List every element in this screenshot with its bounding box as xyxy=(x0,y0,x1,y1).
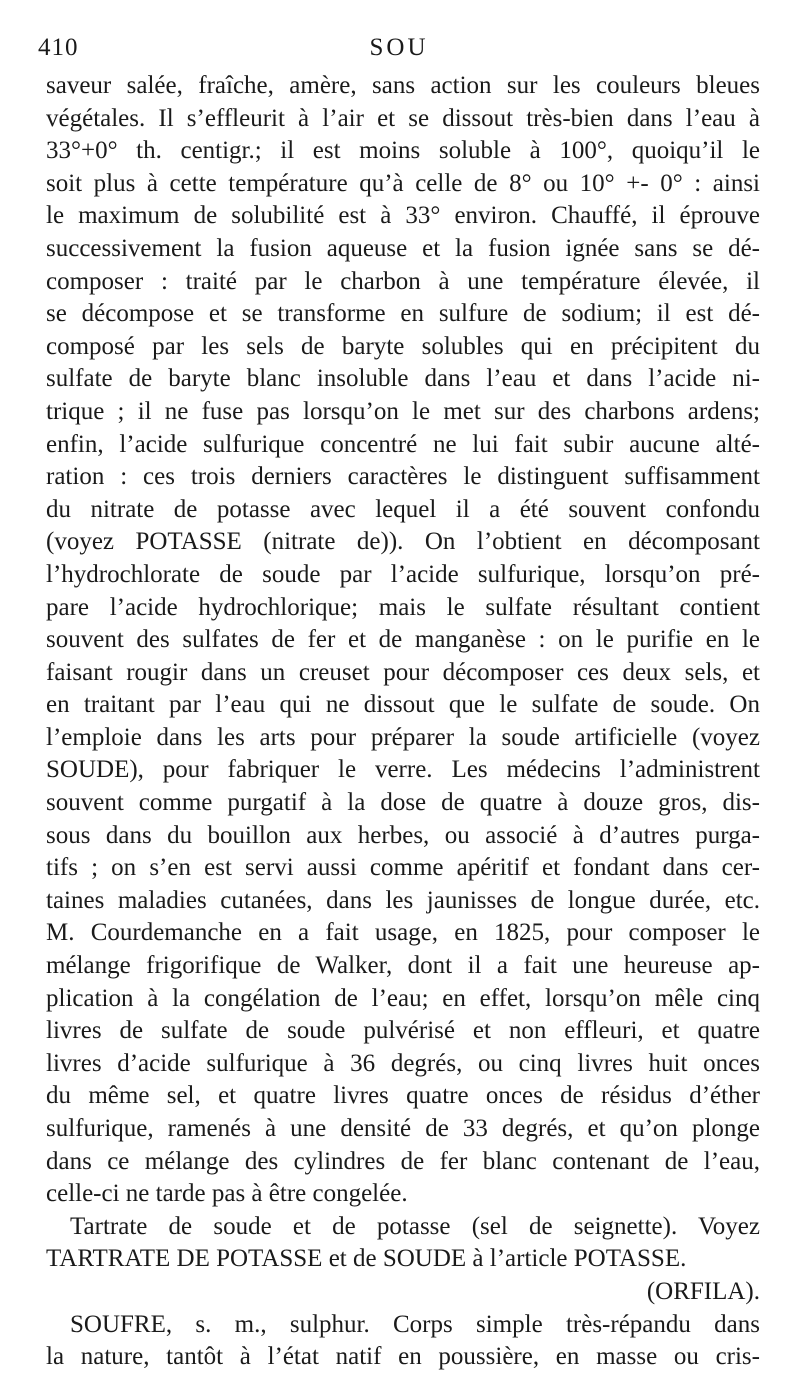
text-line: taines maladies cutanées, dans les jaunisses de longue durée, etc. xyxy=(46,886,760,914)
text-line: enfin, l’acide sulfurique concentré ne lui fait subir aucune alté- xyxy=(46,430,760,458)
text-line: dans ce mélange des cylindres de fer blanc contenant de l’eau, xyxy=(46,1147,760,1175)
text-line: saveur salée, fraîche, amère, sans action sur les couleurs bleues xyxy=(46,72,760,99)
page-number: 410 xyxy=(38,34,79,61)
text-line: trique ; il ne fuse pas lorsqu’on le met sur des charbons ardens; xyxy=(46,397,760,425)
text-line: ration : ces trois derniers caractères le distinguent suffisamment xyxy=(46,463,760,491)
text-line: composé par les sels de baryte solubles qui en précipitent du xyxy=(46,332,760,360)
text-line: TARTRATE DE POTASSE et de SOUDE à l’article POTASSE. xyxy=(46,1245,687,1273)
text-line: en traitant par l’eau qui ne dissout que le sulfate de soude. On xyxy=(46,691,760,719)
text-line: l’hydrochlorate de soude par l’acide sulfurique, lorsqu’on pré- xyxy=(46,560,760,588)
running-head: SOU xyxy=(369,34,429,61)
text-line: plication à la congélation de l’eau; en effet, lorsqu’on mêle cinq xyxy=(46,984,760,1012)
text-line: faisant rougir dans un creuset pour décomposer ces deux sels, et xyxy=(46,658,760,686)
text-line: sulfurique, ramenés à une densité de 33 degrés, et qu’on plonge xyxy=(46,1115,760,1142)
text-line: du même sel, et quatre livres quatre onces de résidus d’éther xyxy=(46,1082,760,1110)
text-line: livres d’acide sulfurique à 36 degrés, ou cinq livres huit onces xyxy=(46,1049,760,1077)
article-body xyxy=(46,70,760,1374)
text-line: sous dans du bouillon aux herbes, ou associé à d’autres purga- xyxy=(46,821,760,849)
text-line: (voyez POTASSE (nitrate de)). On l’obtient en décomposant xyxy=(46,528,760,556)
text-line: le maximum de solubilité est à 33° environ. Chauffé, il éprouve xyxy=(46,202,760,230)
text-line: du nitrate de potasse avec lequel il a été souvent confondu xyxy=(46,495,760,523)
text-line: M. Courdemanche en a fait usage, en 1825, pour composer le xyxy=(46,919,760,947)
text-line: tifs ; on s’en est servi aussi comme apéritif et fondant dans cer- xyxy=(46,854,760,882)
text-line: sulfate de baryte blanc insoluble dans l’eau et dans l’acide ni- xyxy=(46,365,760,393)
text-line: mélange frigorifique de Walker, dont il a fait une heureuse ap- xyxy=(46,952,760,980)
text-line: végétales. Il s’effleurit à l’air et se dissout très-bien dans l’eau à xyxy=(46,104,760,132)
text-line: celle-ci ne tarde pas à être congelée. xyxy=(46,1180,408,1208)
text-line: soit plus à cette température qu’à celle de 8° ou 10° +- 0° : ainsi xyxy=(46,169,760,197)
text-line: 33°+0° th. centigr.; il est moins soluble à 100°, quoiqu’il le xyxy=(46,137,760,165)
text-line: SOUDE), pour fabriquer le verre. Les médecins l’administrent xyxy=(46,756,760,784)
text-line: Tartrate de soude et de potasse (sel de seignette). Voyez xyxy=(70,1212,760,1240)
text-line: composer : traité par le charbon à une température élevée, il xyxy=(46,267,760,295)
text-line: souvent comme purgatif à la dose de quatre à douze gros, dis- xyxy=(46,789,760,817)
text-line: (ORFILA). xyxy=(646,1277,760,1305)
text-line: l’emploie dans les arts pour préparer la soude artificielle (voyez xyxy=(46,723,760,751)
text-line: souvent des sulfates de fer et de manganèse : on le purifie en le xyxy=(46,626,760,654)
text-line: successivement la fusion aqueuse et la fusion ignée sans se dé- xyxy=(46,234,760,262)
text-line: se décompose et se transforme en sulfure de sodium; il est dé- xyxy=(46,300,760,328)
text-line: la nature, tantôt à l’état natif en poussière, en masse ou cris- xyxy=(46,1343,760,1371)
text-line: livres de sulfate de soude pulvérisé et non effleuri, et quatre xyxy=(46,1017,760,1045)
text-line: pare l’acide hydrochlorique; mais le sulfate résultant contient xyxy=(46,593,760,621)
text-line: SOUFRE, s. m., sulphur. Corps simple très-répandu dans xyxy=(70,1310,760,1338)
page-header xyxy=(38,34,760,68)
